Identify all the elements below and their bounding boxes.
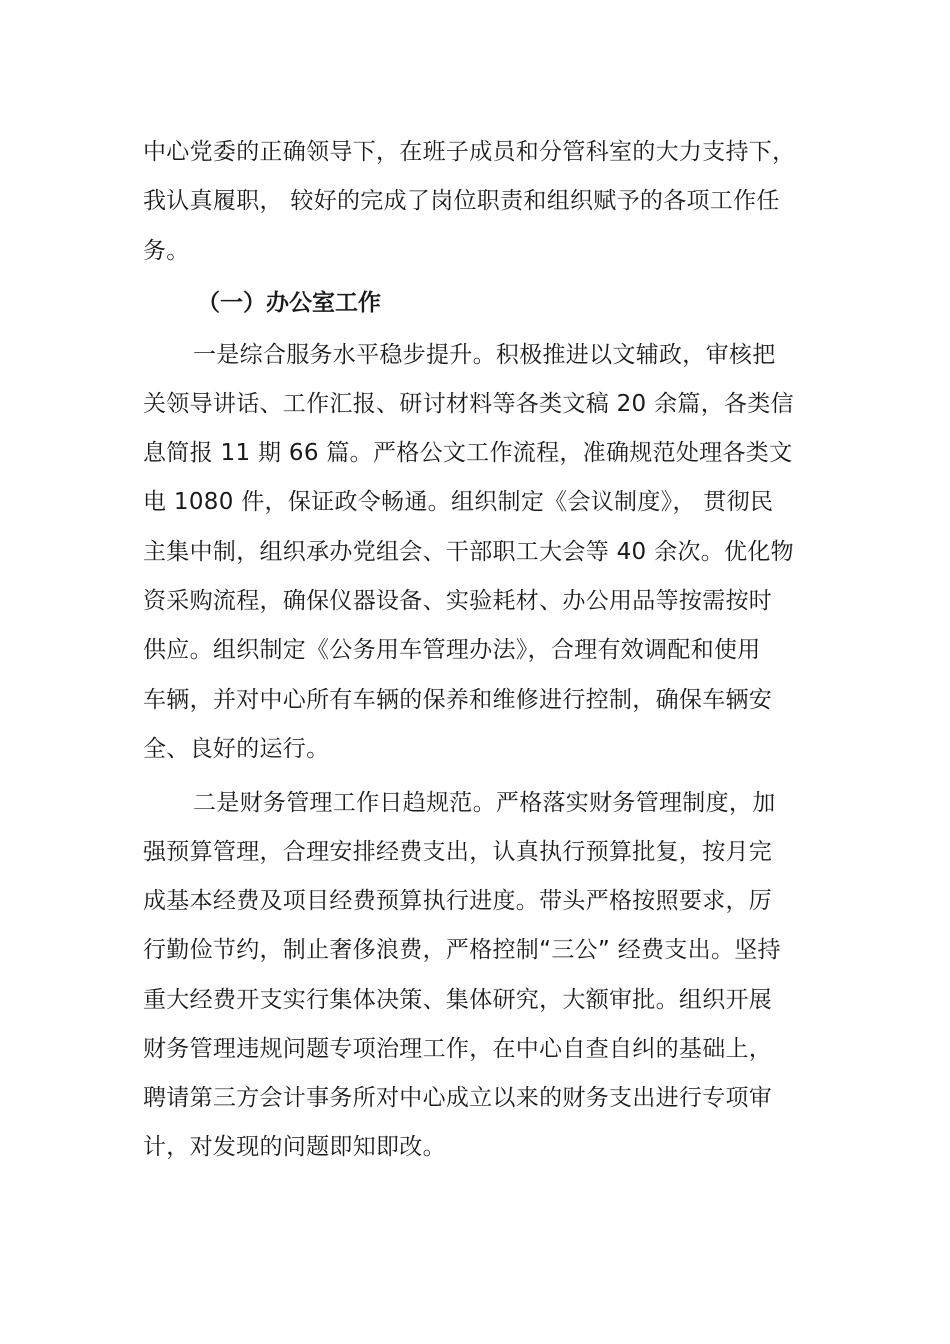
section-heading: （一）办公室工作 xyxy=(197,290,381,316)
intro-line-3: 务。 xyxy=(143,238,190,264)
intro-line-1: 中心党委的正确领导下，在班子成员和分管科室的大力支持下， xyxy=(143,139,796,165)
paragraph2-line-4: 行勤俭节约，制止奢侈浪费，严格控制“三公” 经费支出。坚持 xyxy=(143,937,781,963)
paragraph2-line-8: 计，对发现的问题即知即改。 xyxy=(143,1134,446,1160)
paragraph1-line-9: 全、良好的运行。 xyxy=(143,736,330,762)
paragraph1-line-5: 主集中制，组织承办党组会、干部职工大会等 40 余次。优化物 xyxy=(143,539,794,565)
paragraph2-line-2: 强预算管理，合理安排经费支出，认真执行预算批复，按月完 xyxy=(143,839,773,865)
paragraph1-line-1: 一是综合服务水平稳步提升。积极推进以文辅政，审核把 xyxy=(193,342,776,368)
paragraph2-line-3: 成基本经费及项目经费预算执行进度。带头严格按照要求，厉 xyxy=(143,888,773,914)
paragraph1-line-8: 车辆，并对中心所有车辆的保养和维修进行控制，确保车辆安 xyxy=(143,687,773,713)
paragraph2-line-7: 聘请第三方会计事务所对中心成立以来的财务支出进行专项审 xyxy=(143,1085,773,1111)
paragraph1-line-7: 供应。组织制定《公务用车管理办法》，合理有效调配和使用 xyxy=(143,637,761,663)
paragraph1-line-3: 息简报 11 期 66 篇。严格公文工作流程，准确规范处理各类文 xyxy=(143,440,793,466)
paragraph1-line-2: 关领导讲话、工作汇报、研讨材料等各类文稿 20 余篇，各类信 xyxy=(143,391,794,417)
paragraph2-line-5: 重大经费开支实行集体决策、集体研究，大额审批。组织开展 xyxy=(143,987,773,1013)
intro-line-2: 我认真履职， 较好的完成了岗位职责和组织赋予的各项工作任 xyxy=(143,188,780,214)
paragraph1-line-6: 资采购流程，确保仪器设备、实验耗材、办公用品等按需按时 xyxy=(143,588,773,614)
paragraph2-line-1: 二是财务管理工作日趋规范。严格落实财务管理制度，加 xyxy=(193,790,776,816)
paragraph1-line-4: 电 1080 件，保证政令畅通。组织制定《会议制度》， 贯彻民 xyxy=(143,489,774,515)
paragraph2-line-6: 财务管理违规问题专项治理工作，在中心自查自纠的基础上， xyxy=(143,1036,773,1062)
